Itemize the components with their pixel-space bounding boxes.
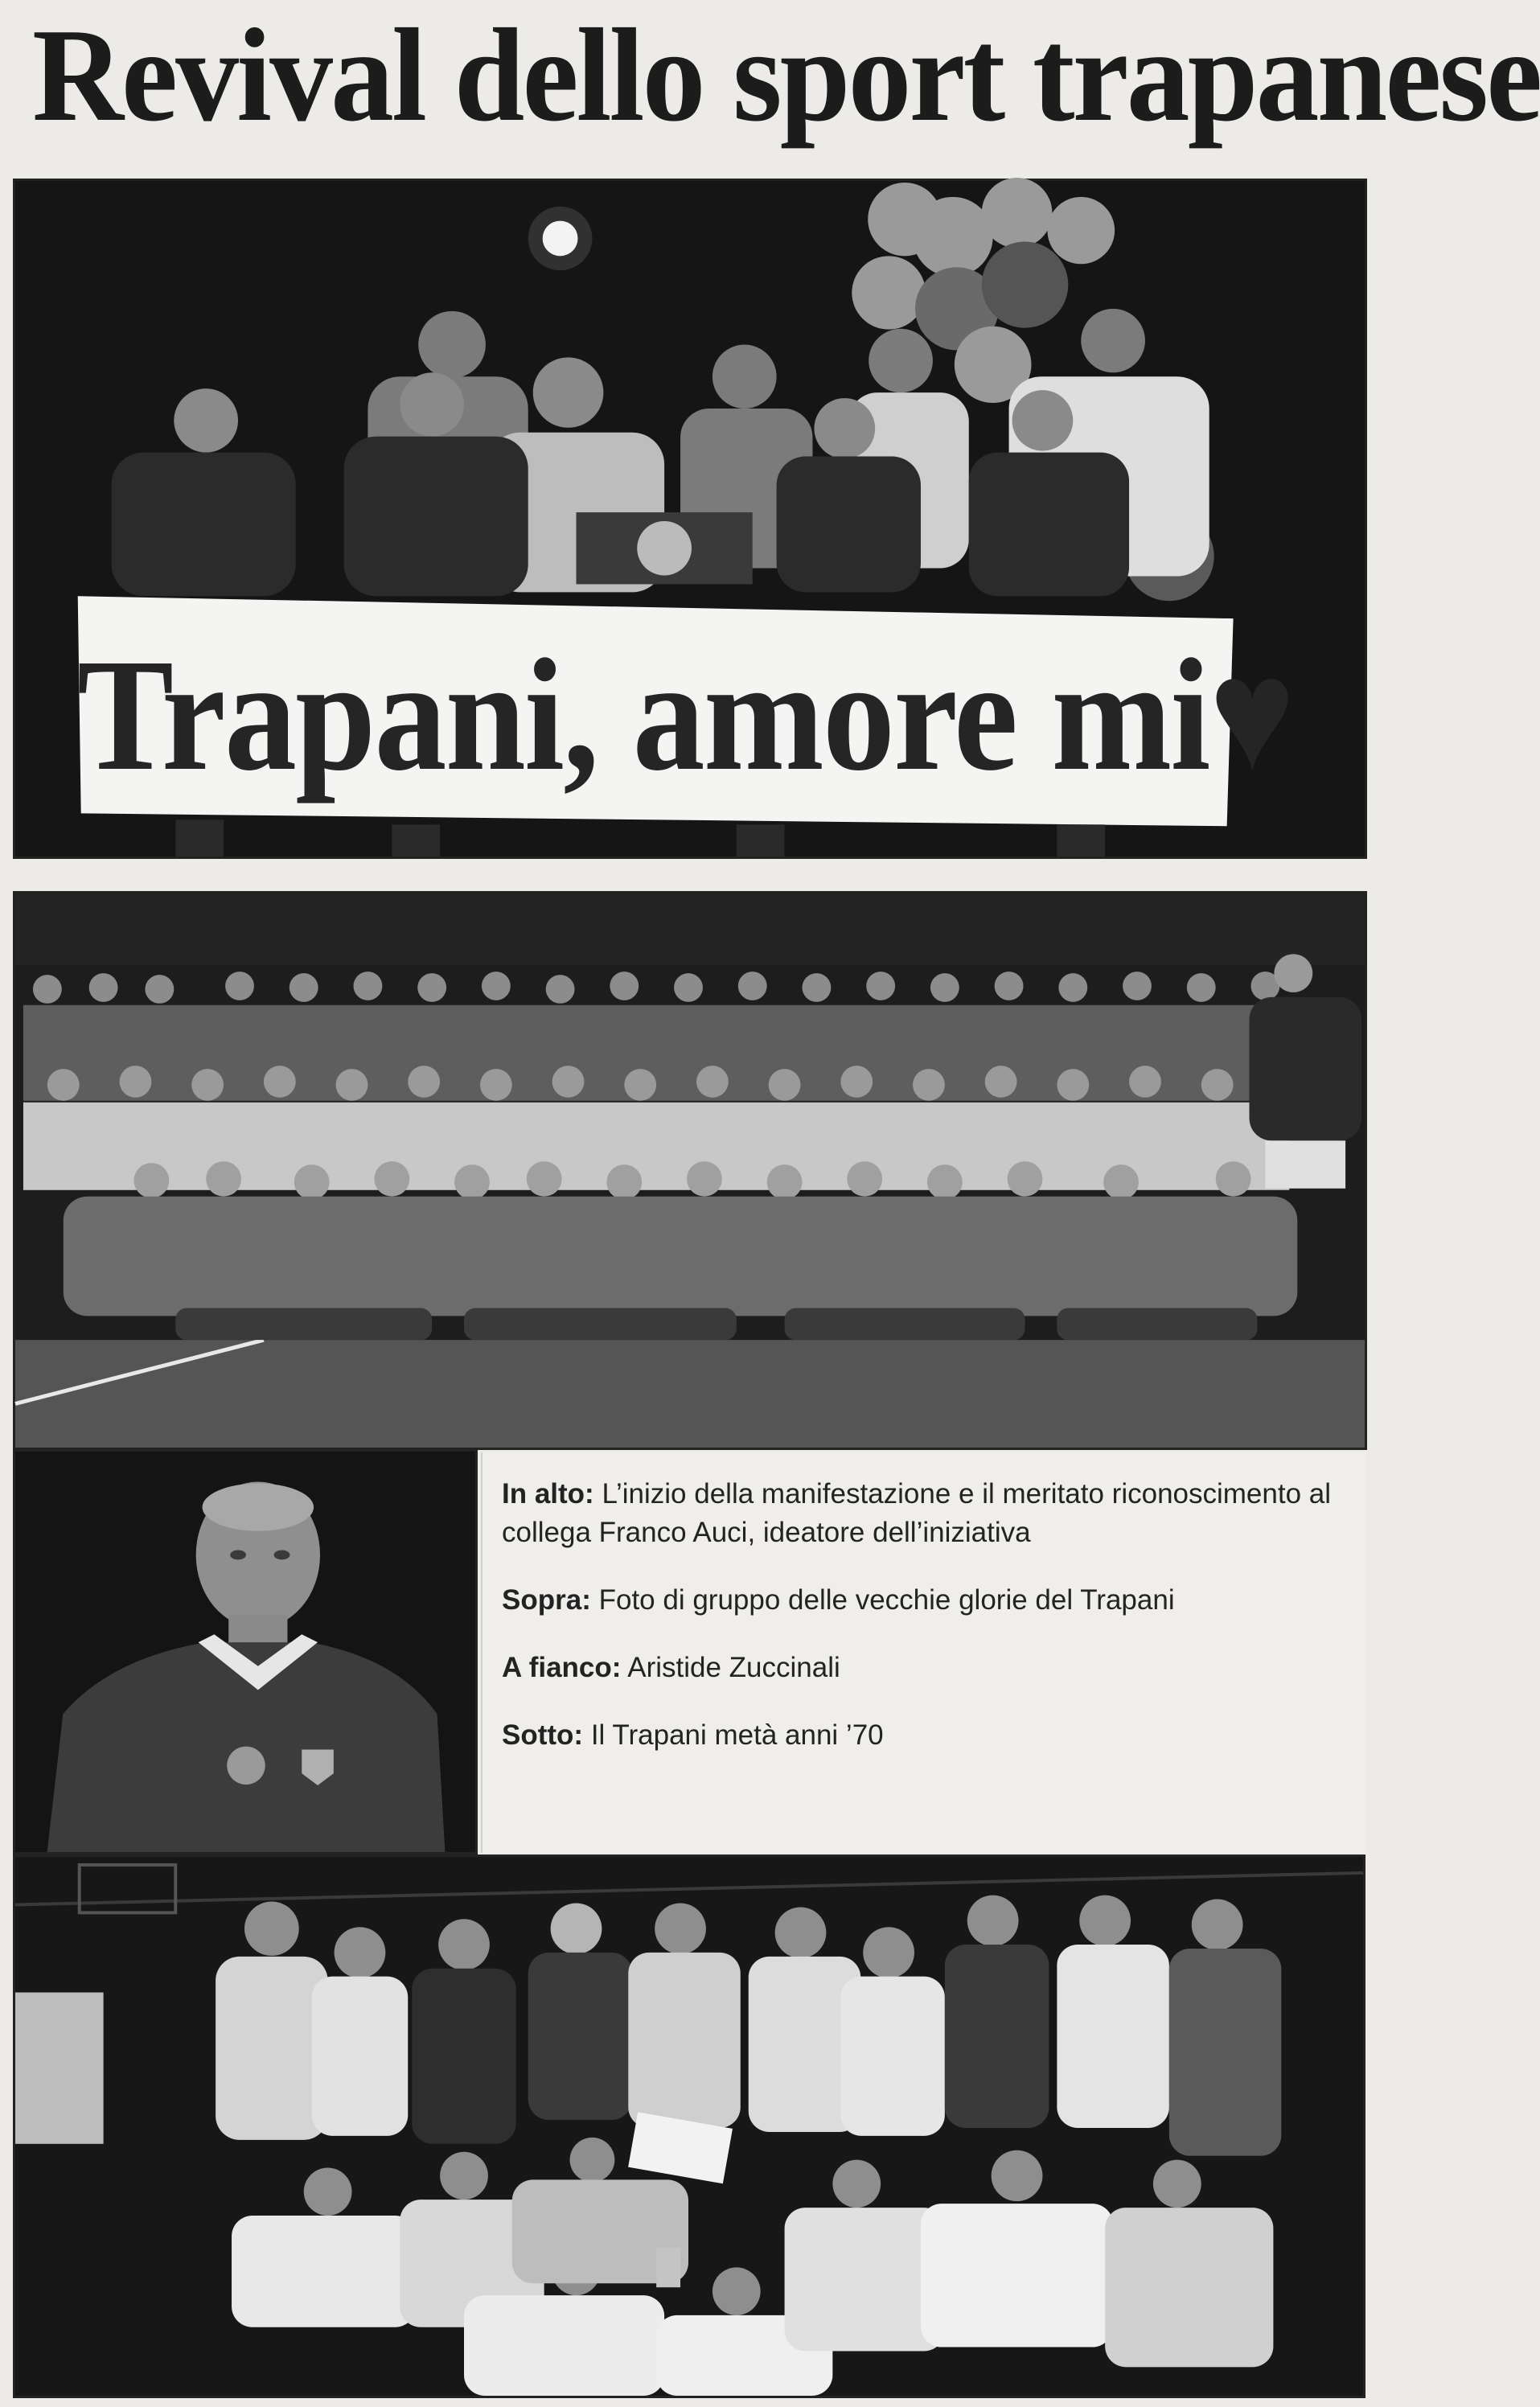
caption-label: In alto: [502,1478,594,1510]
caption-text: Foto di gruppo delle vecchie glorie del Trapani [598,1584,1175,1616]
photo-group-scene [15,893,1365,1448]
photo-captions [481,1452,1365,1853]
caption-text: Il Trapani metà anni ’70 [590,1719,884,1751]
caption-sopra [502,1581,1343,1620]
caption-text: Aristide Zuccinali [627,1652,840,1683]
photo-ceremony-banner [13,179,1367,859]
photo-veterans-group [13,891,1367,1450]
caption-sotto [502,1716,1343,1755]
photo-ceremony-scene [15,181,1365,856]
caption-label: Sopra: [502,1584,591,1616]
caption-label: A fianco: [502,1652,622,1683]
caption-text: L’inizio della manifestazione e il meritato riconoscimento al collega Franco Auci, ideatore dell’iniziativa [502,1478,1332,1548]
photo-team-seventies [13,1855,1365,2398]
photo-team-scene [15,1857,1363,2396]
article-headline: Revival dello sport trapanese [32,1,1540,149]
photo-portrait-scene [15,1452,475,1852]
caption-a-fianco [502,1649,1343,1687]
caption-in-alto [502,1475,1343,1552]
caption-label: Sotto: [502,1719,584,1751]
photo-portrait-player [13,1449,478,1855]
banner-slogan: Trapani, amore mi♥ [77,626,1294,804]
